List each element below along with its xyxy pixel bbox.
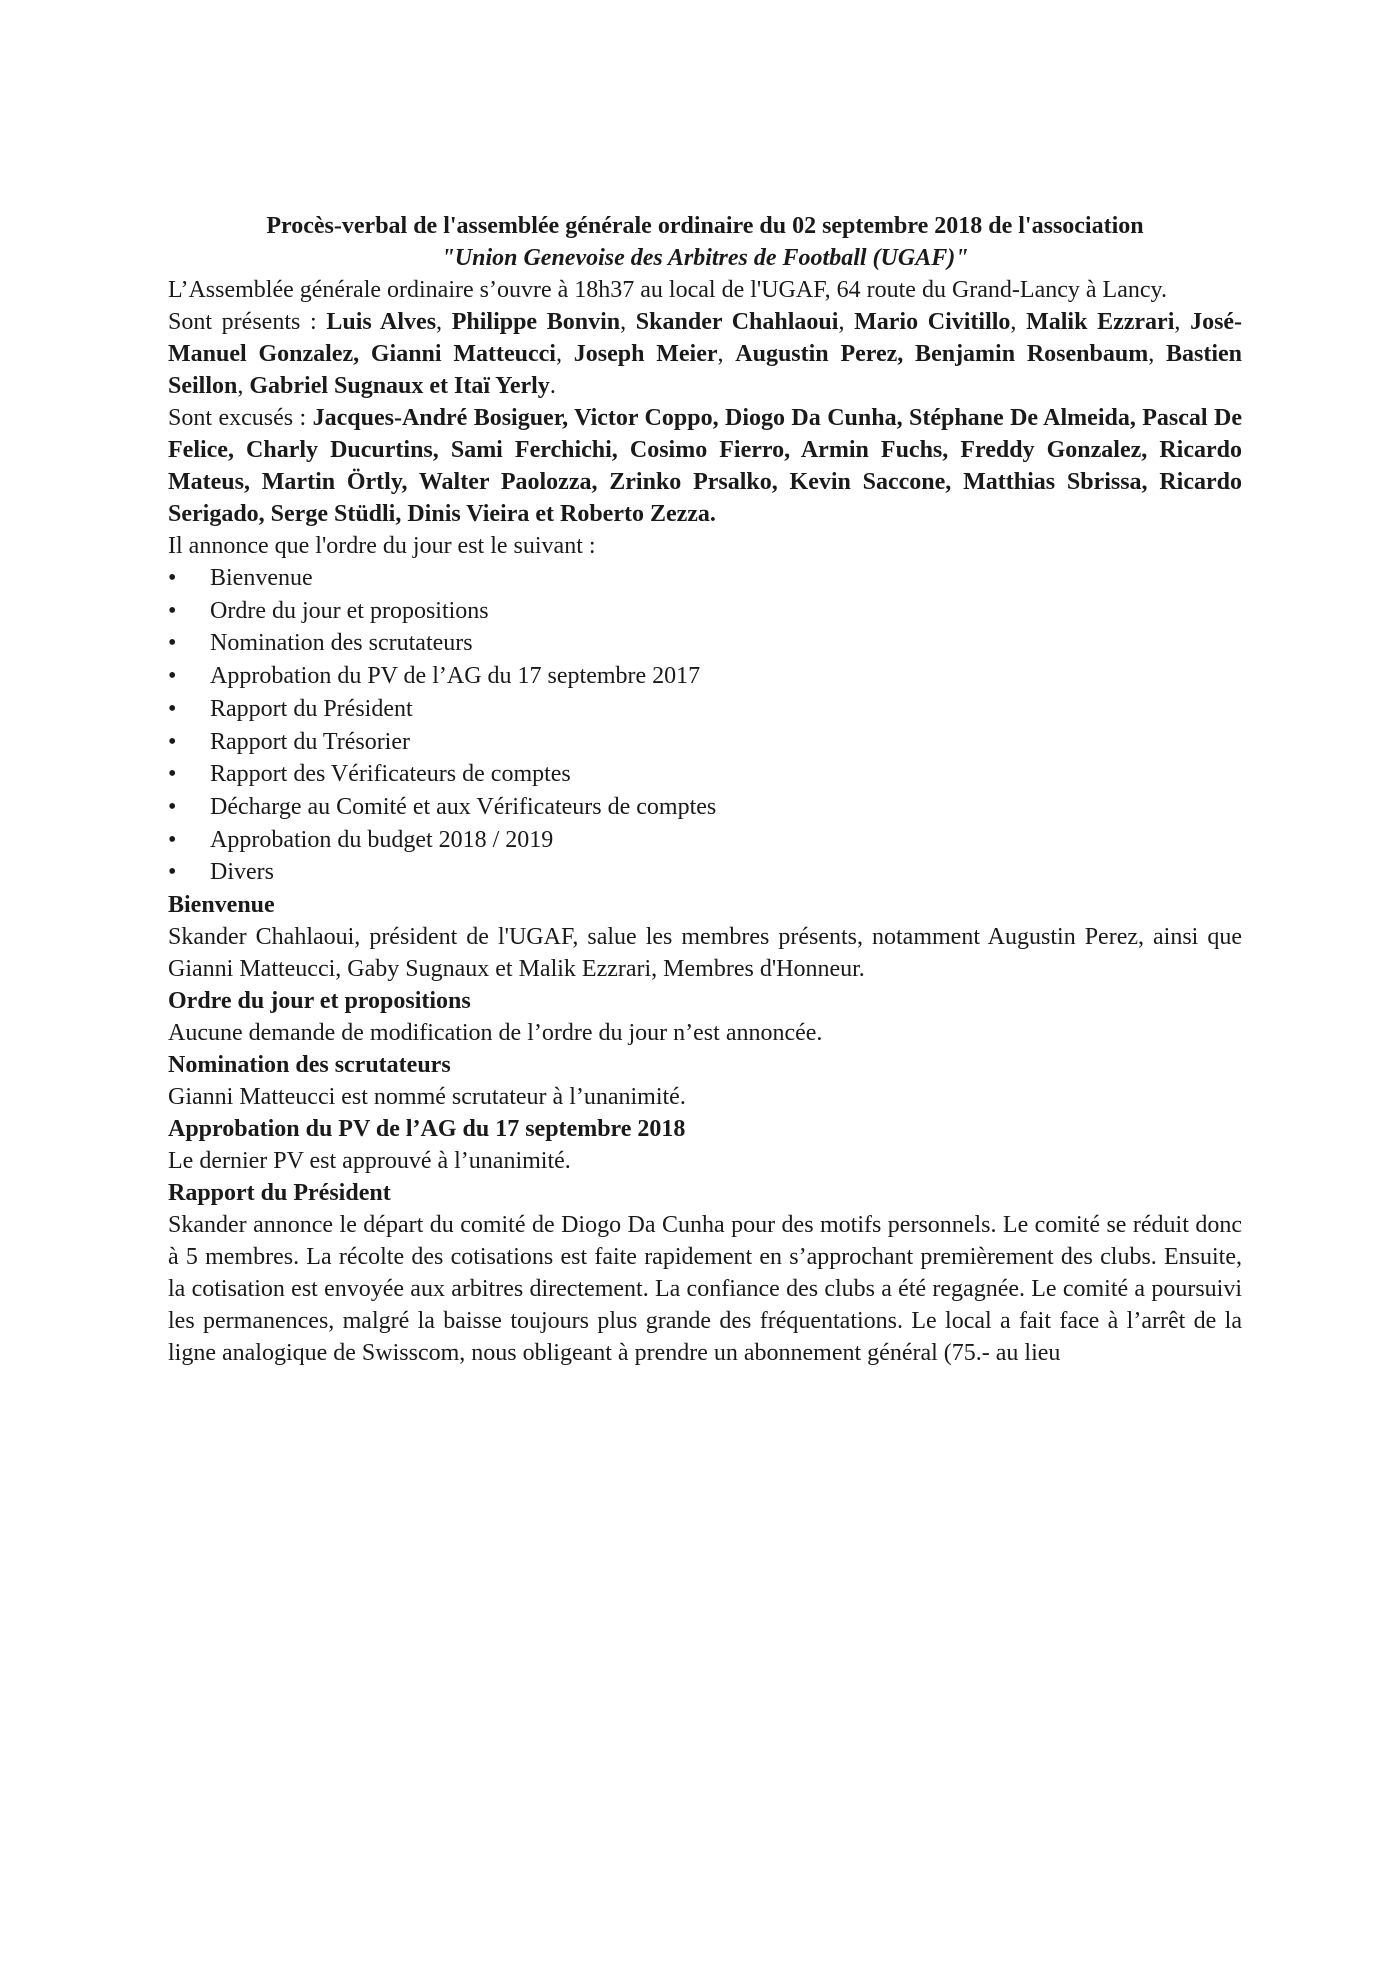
bullet-icon: • (168, 793, 177, 820)
agenda-item-label: Approbation du PV de l’AG du 17 septembre 2017 (210, 663, 701, 690)
agenda-item (168, 726, 1242, 759)
present-name: Mario Civitillo (854, 309, 1011, 335)
agenda-item-label: Nomination des scrutateurs (210, 630, 473, 657)
agenda-list (168, 562, 1242, 889)
bullet-icon: • (168, 663, 177, 690)
present-name: Malik Ezzrari (1026, 309, 1175, 335)
present-name: Augustin Perez, Benjamin Rosenbaum (735, 341, 1149, 367)
bullet-icon: • (168, 597, 177, 624)
agenda-item (168, 562, 1242, 595)
bullet-icon: • (168, 630, 177, 657)
present-label: Sont présents : (168, 309, 327, 335)
present-name: Gabriel Sugnaux et Itaï Yerly (249, 373, 550, 399)
present-separator: , (1010, 309, 1027, 335)
present-separator: , (237, 373, 250, 399)
present-name: Joseph Meier (573, 341, 718, 367)
bullet-icon: • (168, 695, 177, 722)
excused-paragraph (168, 402, 1242, 530)
agenda-item-label: Rapport du Président (210, 695, 413, 722)
present-separator: , (555, 341, 574, 367)
bullet-icon: • (168, 761, 177, 788)
present-separator: , (620, 309, 636, 335)
agenda-item (168, 856, 1242, 889)
agenda-item (168, 627, 1242, 660)
present-name: Bastien Seillon (168, 341, 1242, 399)
agenda-item-label: Ordre du jour et propositions (210, 597, 489, 624)
present-paragraph (168, 306, 1242, 402)
present-separator: , (1148, 341, 1166, 367)
present-name: Philippe Bonvin (451, 309, 621, 335)
present-separator: , (838, 309, 855, 335)
agenda-item (168, 758, 1242, 791)
section-text-welcome: Skander Chahlaoui, président de l'UGAF, salue les membres présents, notamment Augustin Perez, ainsi que Gianni Matteucci, Gaby Sugnaux et Malik Ezzrari, Membres d'Honneur. (168, 924, 1242, 983)
agenda-item (168, 660, 1242, 693)
agenda-item-label: Divers (210, 859, 274, 886)
agenda-item-label: Décharge au Comité et aux Vérificateurs de comptes (210, 793, 717, 820)
present-name: Skander Chahlaoui (635, 309, 839, 335)
bullet-icon: • (168, 728, 177, 755)
agenda-item-label: Rapport du Trésorier (210, 728, 410, 755)
excused-label: Sont excusés : (168, 405, 313, 431)
bullet-icon: • (168, 826, 177, 853)
section-text-president: Skander annonce le départ du comité de Diogo Da Cunha pour des motifs personnels. Le comité se réduit donc à 5 membres. La récolte des cotisations est faite rapidement en s’approchant premièrement des clubs. Ensuite, la cotisation est envoyée aux arbitres directement. La confiance des clubs a été regagnée. Le comité a poursuivi les permanences, malgré la baisse toujours plus grande des fréquentations. Le local a fait face à l’arrêt de la ligne analogique de Swisscom, nous obligeant à prendre un abonnement général (75.- au lieu (168, 1212, 1242, 1367)
agenda-item (168, 791, 1242, 824)
agenda-item (168, 693, 1242, 726)
document-title (168, 210, 1242, 274)
agenda-item-label: Bienvenue (210, 565, 313, 591)
present-separator: , (1174, 309, 1191, 335)
section-heading-minutes: Approbation du PV de l’AG du 17 septembre 2018 (168, 1116, 686, 1143)
section-text-minutes: Le dernier PV est approuvé à l’unanimité. (168, 1148, 571, 1175)
present-name: José-Manuel Gonzalez, Gianni Matteucci (168, 309, 1243, 367)
agenda-item-label: Rapport des Vérificateurs de comptes (210, 761, 571, 788)
title-line-1: Procès-verbal de l'assemblée générale ordinaire du 02 septembre 2018 de l'association (266, 213, 1144, 239)
document-page (168, 210, 1242, 1369)
present-names (168, 309, 1242, 399)
title-line-2: "Union Genevoise des Arbitres de Football (UGAF)" (441, 245, 969, 271)
agenda-item (168, 824, 1242, 857)
section-heading-president: Rapport du Président (168, 1180, 391, 1207)
agenda-item (168, 595, 1242, 628)
bullet-icon: • (168, 565, 177, 591)
present-separator: , (717, 341, 736, 367)
section-text-agenda: Aucune demande de modification de l’ordre du jour n’est annoncée. (168, 1020, 823, 1047)
section-heading-agenda: Ordre du jour et propositions (168, 988, 471, 1015)
present-separator: . (549, 373, 556, 399)
section-text-scrutineers: Gianni Matteucci est nommé scrutateur à l’unanimité. (168, 1084, 686, 1111)
section-heading-welcome: Bienvenue (168, 892, 275, 919)
bullet-icon: • (168, 859, 177, 886)
agenda-intro: Il annonce que l'ordre du jour est le suivant : (168, 533, 596, 559)
excused-names: Jacques-André Bosiguer, Victor Coppo, Diogo Da Cunha, Stéphane De Almeida, Pascal De Felice, Charly Ducurtins, Sami Ferchichi, Cosimo Fierro, Armin Fuchs, Freddy Gonzalez, Ricardo Mateus, Martin Örtly, Walter Paolozza, Zrinko Prsalko, Kevin Saccone, Matthias Sbrissa, Ricardo Serigado, Serge Stüdli, Dinis Vieira et Roberto Zezza. (168, 405, 1243, 527)
present-separator: , (436, 309, 452, 335)
present-name: Luis Alves (326, 309, 437, 335)
opening-paragraph: L’Assemblée générale ordinaire s’ouvre à 18h37 au local de l'UGAF, 64 route du Grand-Lancy à Lancy. (168, 277, 1167, 303)
agenda-item-label: Approbation du budget 2018 / 2019 (210, 826, 554, 853)
section-heading-scrutineers: Nomination des scrutateurs (168, 1052, 451, 1079)
